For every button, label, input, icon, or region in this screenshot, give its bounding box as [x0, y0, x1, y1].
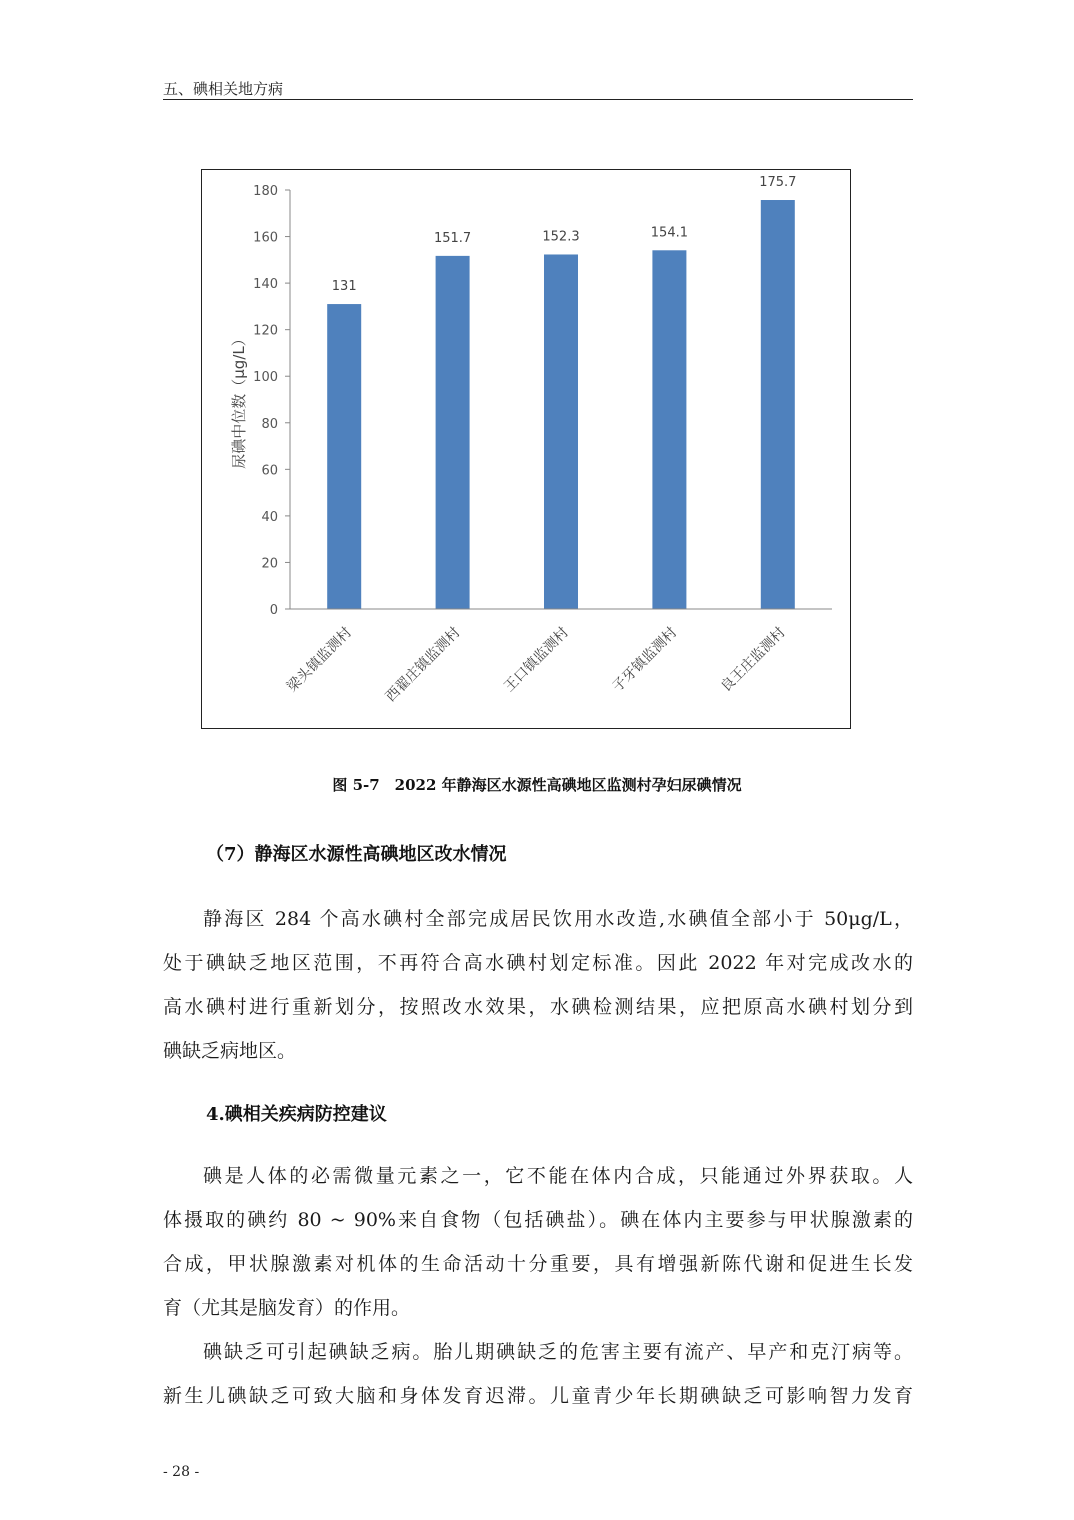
- bar-2: [436, 256, 470, 609]
- figure-caption: 图 5-7 2022 年静海区水源性高碘地区监测村孕妇尿碘情况: [332, 776, 742, 794]
- x-category-label: 王口镇监测村: [501, 624, 572, 696]
- bar-4: [652, 250, 686, 609]
- paragraph-line: 高水碘村进行重新划分，按照改水效果，水碘检测结果，应把原高水碘村划分到: [163, 996, 913, 1018]
- paragraph-line: 碘缺乏可引起碘缺乏病。胎儿期碘缺乏的危害主要有流产、早产和克汀病等。: [203, 1341, 913, 1363]
- y-axis-title: 尿碘中位数（μg/L）: [230, 331, 248, 469]
- paragraph-line: 碘缺乏病地区。: [163, 1040, 297, 1062]
- paragraph-line: 静海区 284 个高水碘村全部完成居民饮用水改造,水碘值全部小于 50μg/L，: [203, 908, 913, 930]
- y-tick-label: 20: [261, 556, 278, 572]
- y-tick-label: 120: [253, 323, 278, 339]
- bar-value-label: 131: [331, 279, 357, 295]
- paragraph-line: 合成，甲状腺激素对机体的生命活动十分重要，具有增强新陈代谢和促进生长发: [163, 1253, 913, 1275]
- y-tick-label: 140: [253, 277, 278, 293]
- running-header: 五、碘相关地方病: [163, 80, 284, 98]
- section-heading-4: 4.碘相关疾病防控建议: [206, 1104, 387, 1125]
- bar-1: [327, 304, 361, 609]
- chart-frame: [201, 169, 851, 729]
- bar-3: [544, 254, 578, 609]
- x-category-label: 西翟庄镇监测村: [382, 624, 464, 706]
- y-tick-label: 40: [261, 509, 278, 525]
- page-number: - 28 -: [163, 1464, 200, 1480]
- bar-value-label: 151.7: [433, 230, 472, 246]
- y-tick-label: 80: [261, 416, 278, 432]
- paragraph-line: 处于碘缺乏地区范围，不再符合高水碘村划定标准。因此 2022 年对完成改水的: [163, 952, 913, 974]
- y-tick-label: 180: [253, 184, 278, 199]
- bar-value-label: 152.3: [542, 229, 580, 245]
- bar-value-label: 175.7: [759, 175, 797, 191]
- paragraph-line: 新生儿碘缺乏可致大脑和身体发育迟滞。儿童青少年长期碘缺乏可影响智力发育: [163, 1385, 913, 1407]
- paragraph-line: 碘是人体的必需微量元素之一，它不能在体内合成，只能通过外界获取。人: [203, 1165, 913, 1187]
- x-category-label: 梁头镇监测村: [284, 624, 356, 696]
- paragraph-iodine-intro: [163, 1154, 913, 1330]
- y-tick-label: 60: [261, 463, 278, 479]
- x-category-label: 良王庄监测村: [717, 624, 789, 696]
- paragraph-water-improvement: [163, 897, 913, 1073]
- bar-value-label: 154.1: [650, 225, 689, 241]
- y-tick-label: 0: [269, 603, 278, 618]
- paragraph-line: 体摄取的碘约 80 ~ 90%来自食物（包括碘盐）。碘在体内主要参与甲状腺激素的: [163, 1209, 913, 1231]
- y-tick-label: 160: [253, 230, 278, 246]
- paragraph-line: 育（尤其是脑发育）的作用。: [163, 1297, 411, 1319]
- header-rule: [163, 99, 913, 100]
- x-category-label: 子牙镇监测村: [609, 624, 681, 696]
- section-heading-7: （7）静海区水源性高碘地区改水情况: [206, 844, 507, 865]
- y-tick-label: 100: [253, 370, 278, 386]
- bar-5: [761, 200, 795, 609]
- paragraph-iodine-deficiency: [163, 1330, 913, 1418]
- bar-chart: [202, 170, 852, 730]
